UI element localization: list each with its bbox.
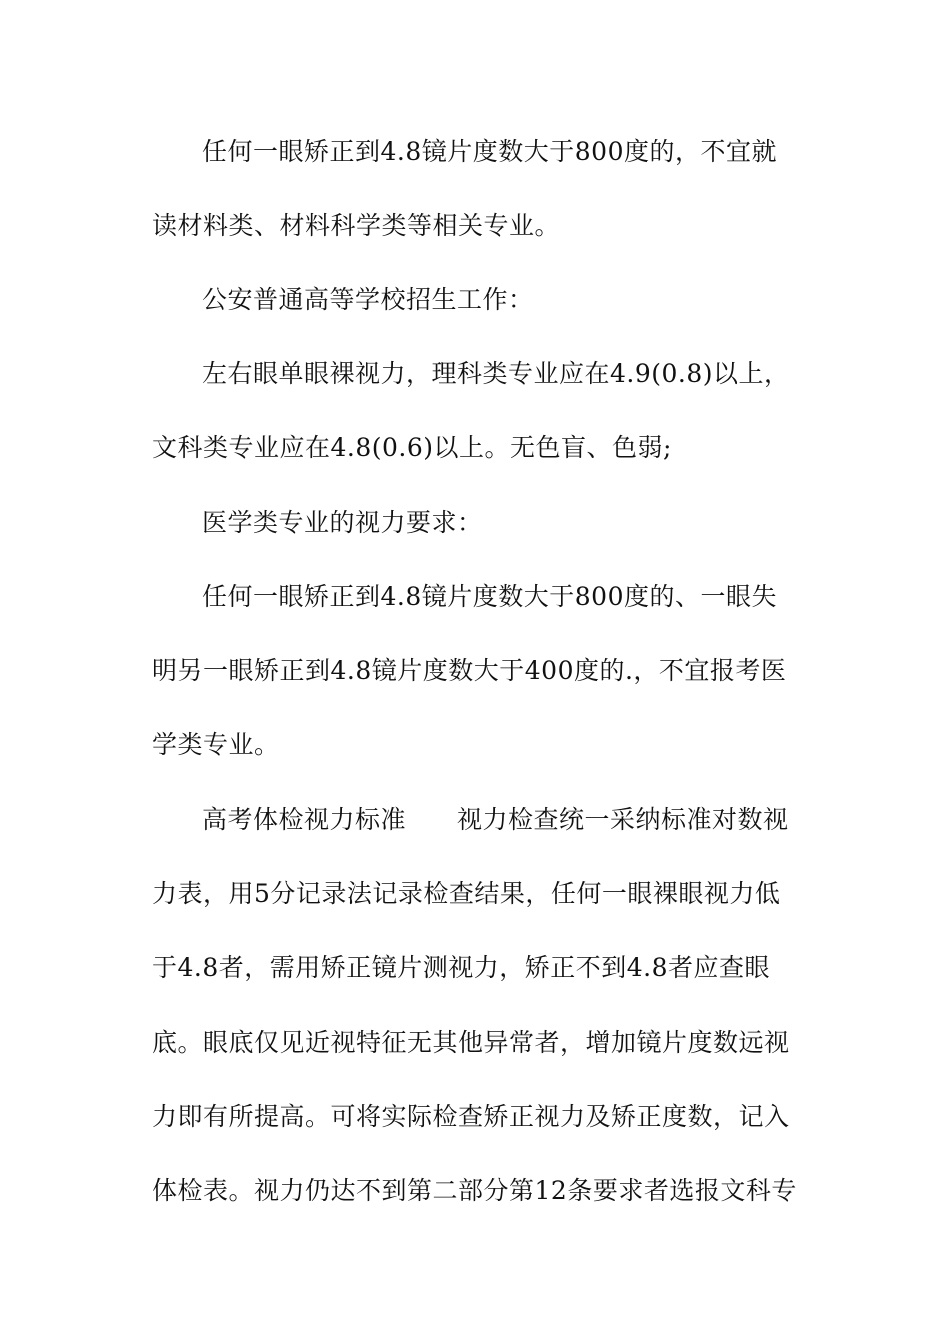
text-line: 医学类专业的视力要求：	[202, 508, 483, 537]
text-line: 于4.8者，需用矫正镜片测视力，矫正不到4.8者应查眼	[152, 953, 771, 982]
text-line: 力即有所提高。可将实际检查矫正视力及矫正度数，记入	[152, 1102, 790, 1131]
text-line: 任何一眼矫正到4.8镜片度数大于800度的，不宜就	[202, 137, 777, 166]
text-line: 左右眼单眼裸视力，理科类专业应在4.9(0.8)以上，	[202, 359, 790, 388]
text-line: 明另一眼矫正到4.8镜片度数大于400度的.，不宜报考医	[152, 656, 787, 685]
text-line: 体检表。视力仍达不到第二部分第12条要求者选报文科专	[152, 1176, 797, 1205]
text-line: 文科类专业应在4.8(0.6)以上。无色盲、色弱;	[152, 433, 672, 462]
text-line: 任何一眼矫正到4.8镜片度数大于800度的、一眼失	[202, 582, 777, 611]
text-line: 公安普通高等学校招生工作：	[202, 285, 534, 314]
text-line: 力表，用5分记录法记录检查结果，任何一眼裸眼视力低	[152, 879, 781, 908]
text-line: 高考体检视力标准 视力检查统一采纳标准对数视	[202, 805, 789, 834]
text-line: 学类专业。	[152, 730, 280, 759]
text-line: 读材料类、材料科学类等相关专业。	[152, 211, 561, 240]
text-line: 底。眼底仅见近视特征无其他异常者，增加镜片度数远视	[152, 1028, 790, 1057]
